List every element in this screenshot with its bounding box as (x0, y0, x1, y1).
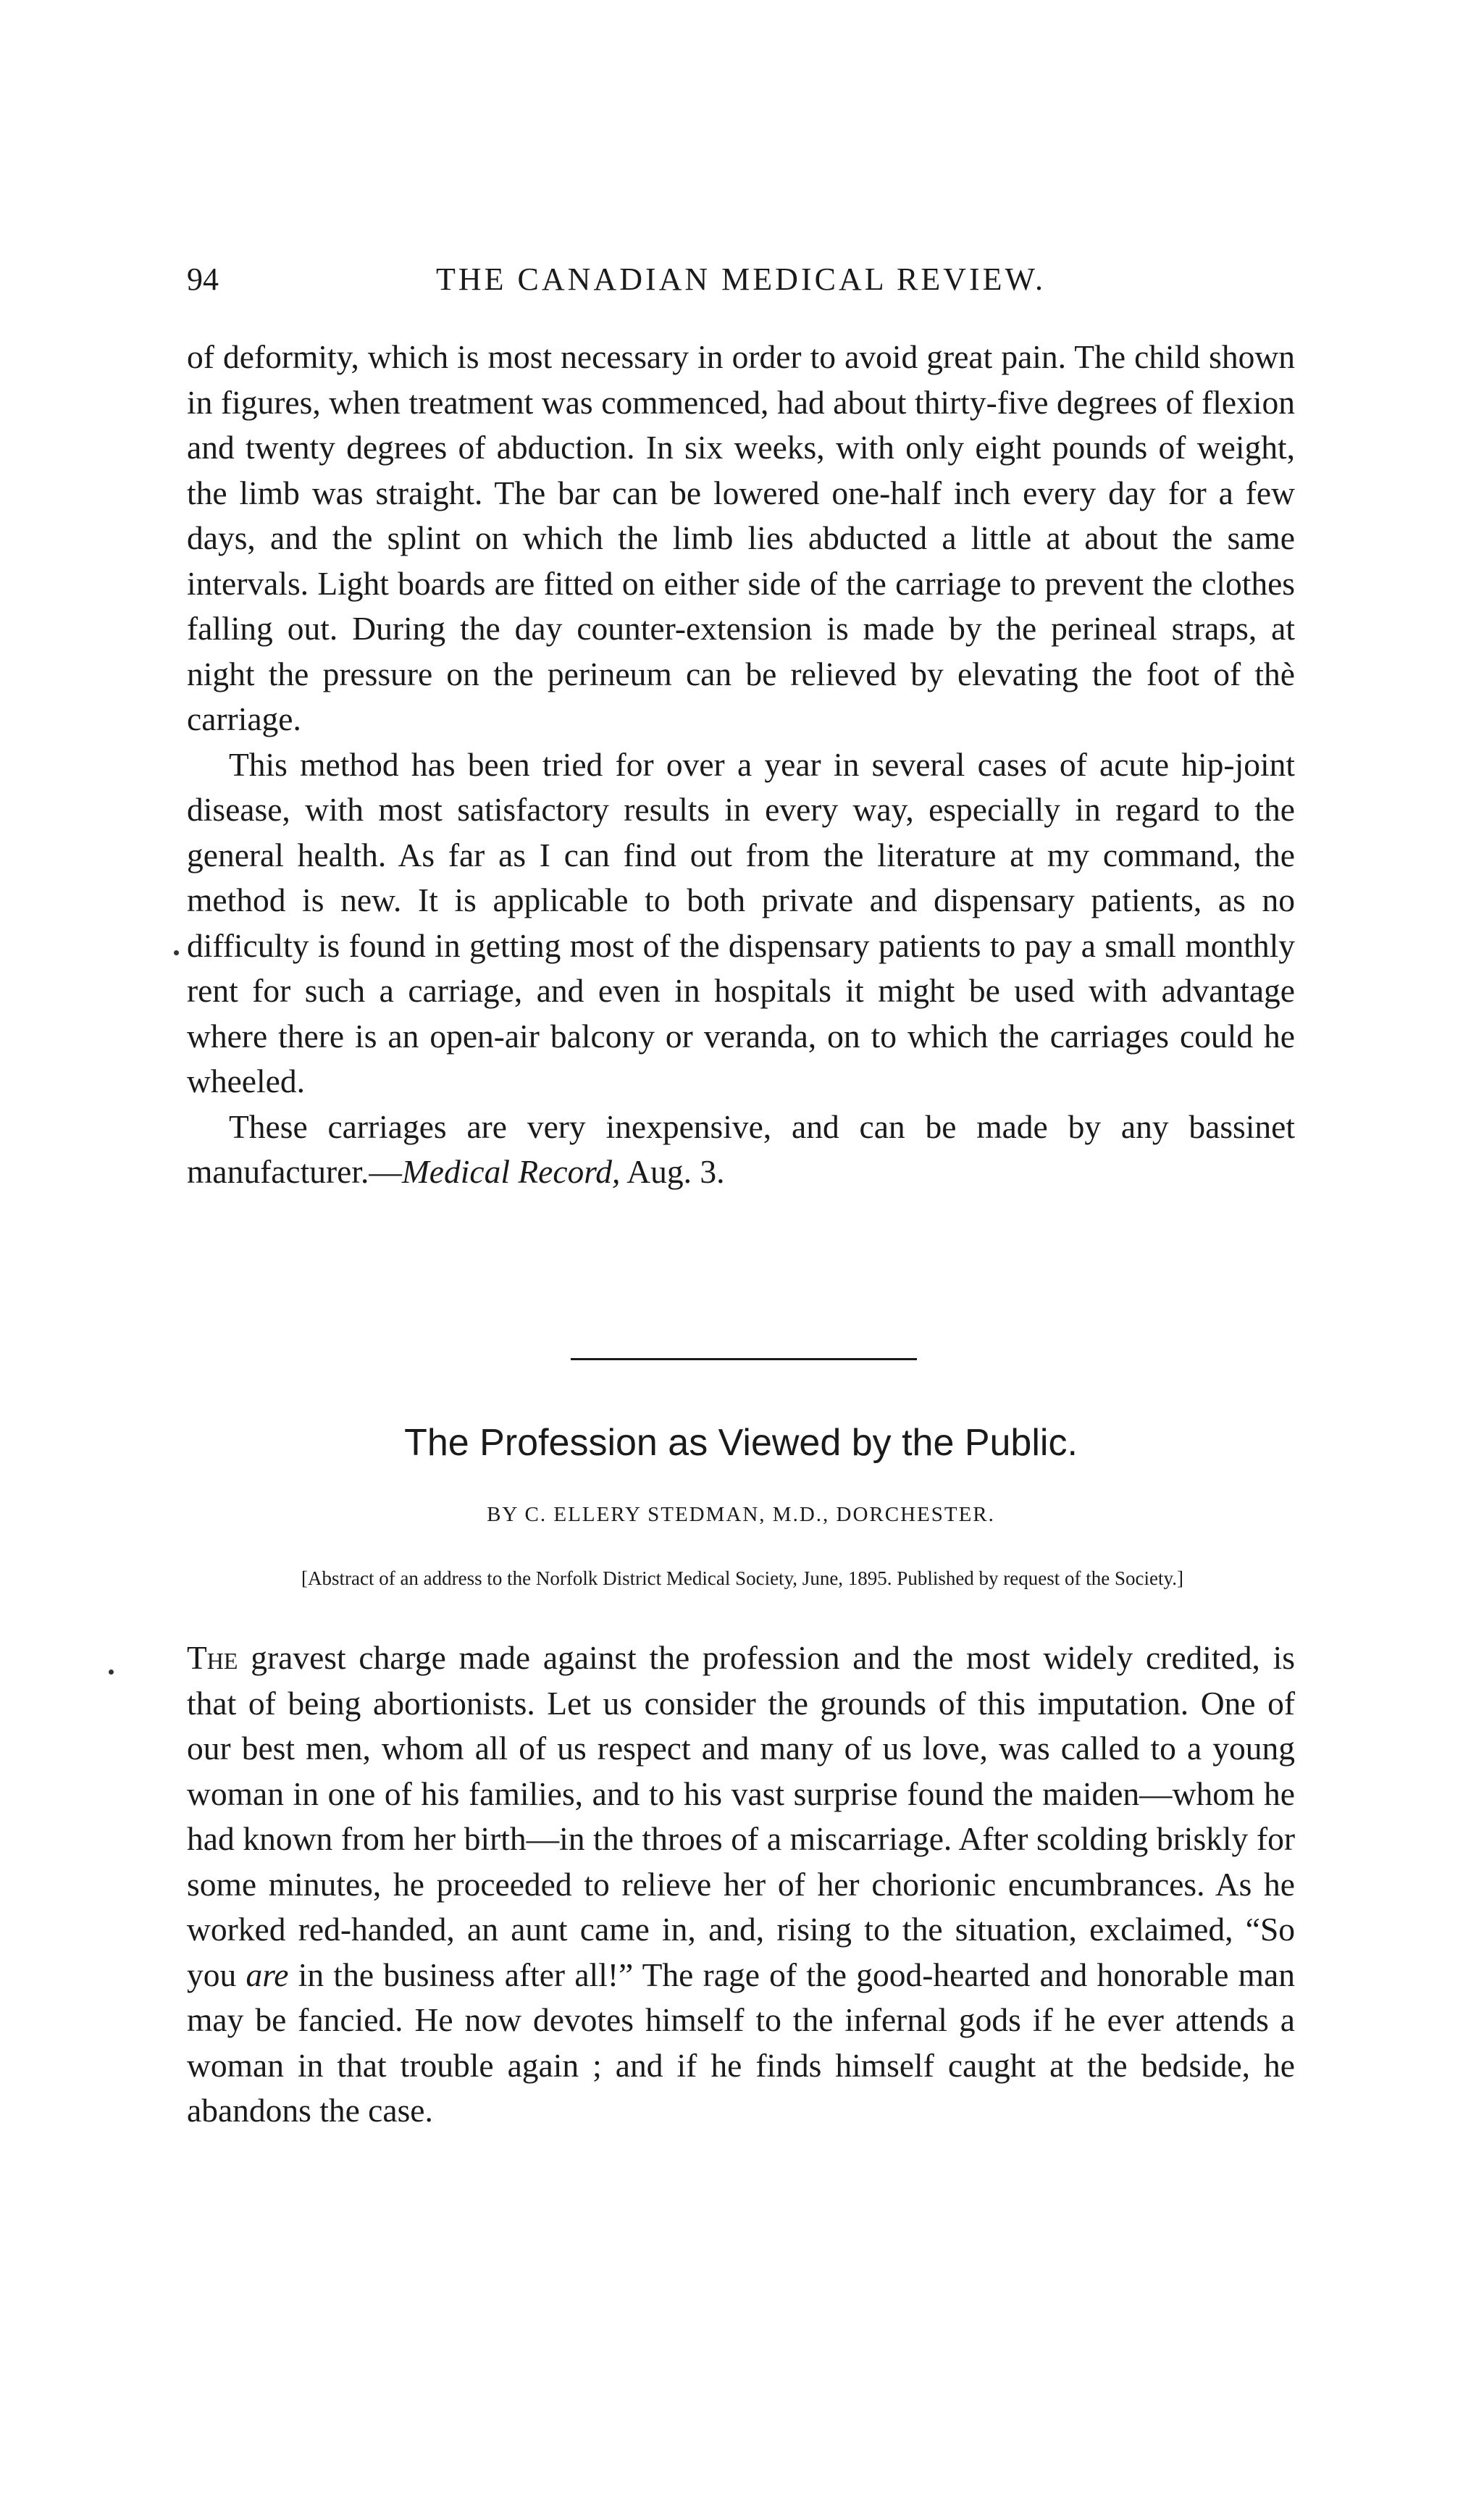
section-divider (571, 1358, 917, 1360)
margin-dot (109, 1670, 114, 1675)
author-byline: BY C. ELLERY STEDMAN, M.D., DORCHESTER. (487, 1503, 995, 1526)
abstract-note: [Abstract of an address to the Norfolk District Medical Society, June, 1895. Published by request of the Society.] (301, 1567, 1183, 1589)
closing-text: These carriages are very inexpensive, and can be made by any bassinet manufacturer.— (187, 1107, 1295, 1190)
article-body (187, 1635, 1295, 2134)
margin-dot (174, 950, 179, 955)
body-text: gravest charge made against the profession and the most widely credited, is that of being abortionists. Let us consider the grounds of this imputation. One of our best men, whom all of us respect and many of us love, was called to a young woman in one of his families, and to his vast surprise found the maiden—whom he had known from her birth—in the throes of a miscarriage. After scolding briskly for some minutes, he proceeded to relieve her of her chorionic encumbrances. As he worked red-handed, an aunt came in, and, rising to the situation, exclaimed, “So you (187, 1639, 1295, 1993)
lead-word: The (187, 1639, 238, 1676)
paragraph: This method has been tried for over a year in several cases of acute hip-joint disease, with most satisfactory results in every way, especially in regard to the general health. As far as I can find out from the literature at my command, the method is new. It is applicable to both private and dispensary patients, as no difficulty is found in getting most of the dispensary patients to pay a small monthly rent for such a carriage, and even in hospitals it might be used with advantage where there is an open-air balcony or veranda, on to which the carriages could he wheeled. (187, 745, 1295, 1099)
article-title: The Profession as Viewed by the Public. (404, 1422, 1078, 1464)
source-citation: Medical Record, (401, 1153, 621, 1190)
closing-paragraph (187, 1105, 1295, 1195)
page-number: 94 (187, 261, 219, 297)
running-header (187, 261, 1295, 311)
paragraph (187, 1635, 1295, 2134)
paragraph: of deformity, which is most necessary in order to avoid great pain. The child shown in figures, when treatment was commenced, had about thirty-five degrees of flexion and twenty degrees of abduction. In six weeks, with only eight pounds of weight, the limb was straight. The bar can be lowered one-half inch every day for a few days, and the splint on which the limb lies abducted a little at about the same intervals. Light boards are fitted on either side of the carriage to prevent the clothes falling out. During the day counter-extension is made by the perineal straps, at night the pressure on the perineum can be relieved by elevating the foot of thè carriage. (187, 338, 1295, 737)
citation-date: Aug. 3. (620, 1153, 725, 1190)
article-continuation (187, 335, 1295, 1195)
emphasis: are (246, 1956, 289, 1993)
running-title: THE CANADIAN MEDICAL REVIEW. (436, 261, 1046, 297)
body-text: in the business after all!” The rage of the good-hearted and honorable man may be fancied. He now devotes himself to the infernal gods if he ever attends a woman in that trouble again ; and if he finds himself caught at the bedside, he abandons the case. (187, 1956, 1296, 2129)
